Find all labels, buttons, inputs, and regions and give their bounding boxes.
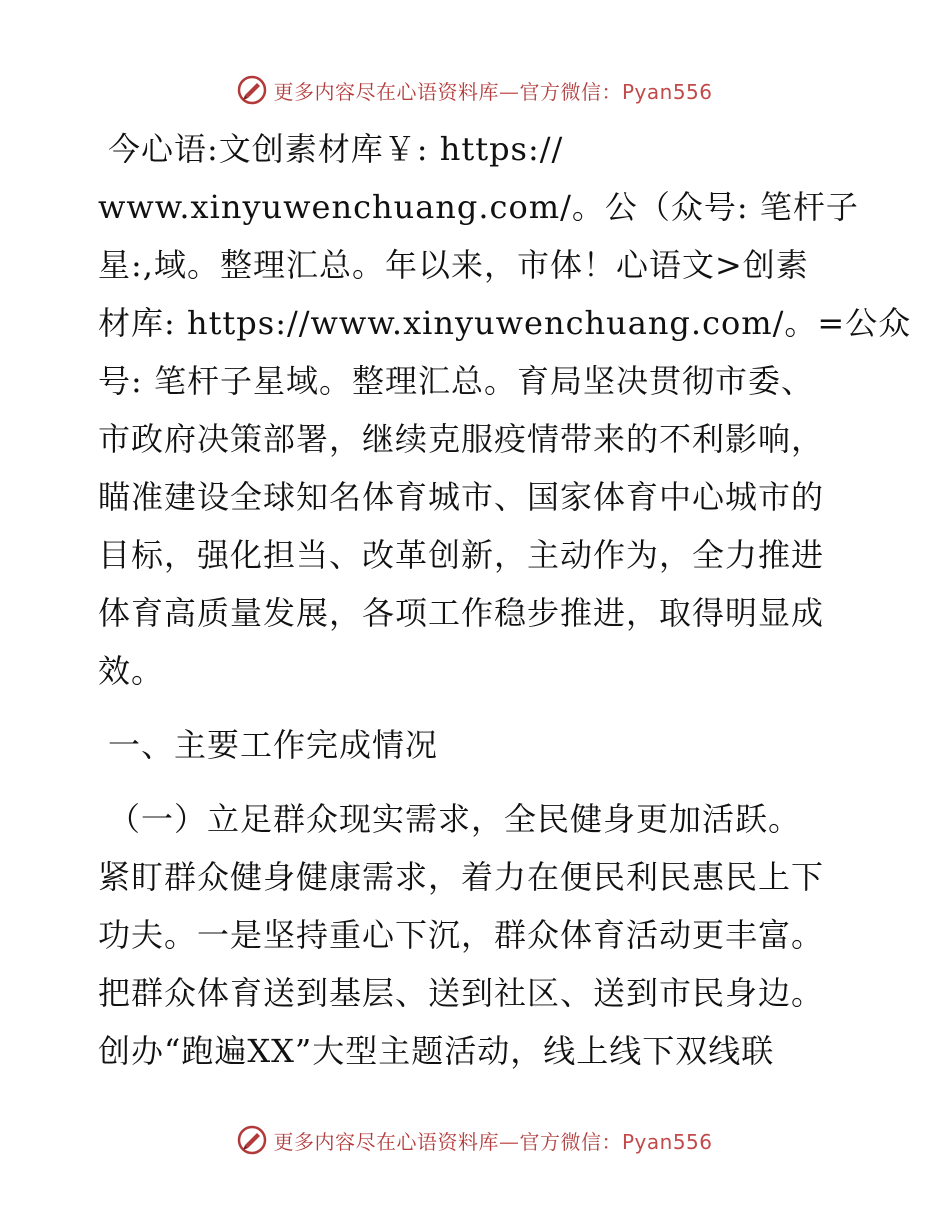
paragraph2-line: 紧盯群众健身健康需求，着力在便民利民惠民上下	[98, 858, 825, 896]
document-body	[98, 120, 912, 1080]
paragraph1-line: 今心语:文创素材库￥: https://	[108, 130, 564, 168]
watermark-text	[273, 76, 712, 105]
paragraph1-line: 效。	[98, 652, 165, 690]
paragraph1-line: 目标，强化担当、改革创新，主动作为，全力推进	[98, 536, 825, 574]
watermark-site-name: 更多内容尽在心语资料库	[273, 1129, 499, 1154]
paragraph1-line: 材库: https://www.xinyuwenchuang.com/。=公众	[98, 304, 912, 342]
watermark-official-label: 官方微信：	[519, 1129, 622, 1154]
paragraph2-line: 功夫。一是坚持重心下沉，群众体育活动更丰富。	[98, 916, 825, 954]
paragraph1-line: 体育高质量发展，各项工作稳步推进，取得明显成	[98, 594, 825, 632]
paragraph2-line: （一）立足群众现实需求，全民健身更加活跃。	[108, 800, 802, 838]
watermark-wechat-id: Pyan556	[621, 1129, 713, 1154]
paragraph1-line: 瞄准建设全球知名体育城市、国家体育中心城市的	[98, 478, 825, 516]
logo-icon	[237, 1125, 267, 1155]
header-watermark-banner	[0, 70, 950, 110]
footer-watermark-banner	[0, 1120, 950, 1160]
paragraph1-line: 号: 笔杆子星域。整理汇总。育局坚决贯彻市委、	[98, 362, 814, 400]
watermark-separator: —	[498, 1129, 520, 1154]
watermark-separator: —	[498, 79, 520, 104]
watermark-wechat-id: Pyan556	[621, 79, 713, 104]
watermark-site-name: 更多内容尽在心语资料库	[273, 79, 499, 104]
logo-icon	[237, 75, 267, 105]
watermark-official-label: 官方微信：	[519, 79, 622, 104]
paragraph1-line: 市政府决策部署，继续克服疫情带来的不利影响，	[98, 420, 825, 458]
section-heading: 一、主要工作完成情况	[108, 726, 439, 764]
paragraph1-line: 星:,域。整理汇总。年以来，市体！心语文>创素	[98, 246, 809, 284]
paragraph1-line: www.xinyuwenchuang.com/。公（众号: 笔杆子	[98, 188, 859, 226]
paragraph2-line: 把群众体育送到基层、送到社区、送到市民身边。	[98, 974, 825, 1012]
watermark-text	[273, 1126, 712, 1155]
paragraph2-line: 创办“跑遍XX”大型主题活动，线上线下双线联	[98, 1032, 775, 1070]
